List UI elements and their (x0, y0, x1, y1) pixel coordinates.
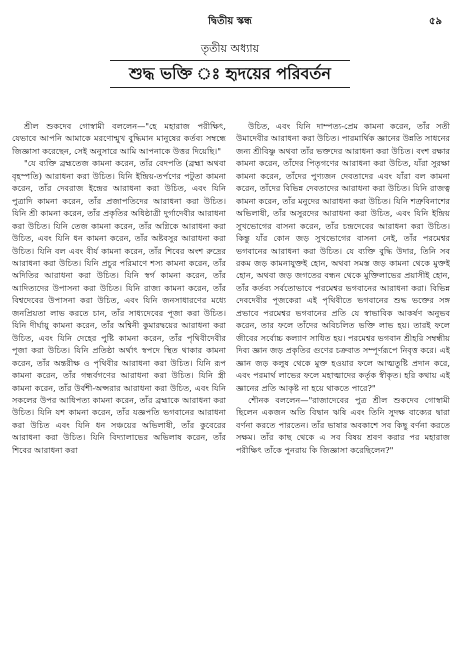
page-header (0, 12, 460, 32)
paragraph: শৌনক বললেন—"রাজাদেবের পুত্র শ্রীল শুকদেব গোস্বামী ছিলেন একজন অতি বিদ্বান ঋষি এবং তিনি সুদক্ষ বাক্যের দ্বারা বর্ণনা করতে পারতেন। তাঁর ভাষার অবকাশে সব কিছু বর্ণনা করতে সক্ষম। তাঁর কাছ থেকে এ সব বিষয় শ্রবণ করার পর মহারাজ পরীক্ষিৎ তাঁকে পুনরায় কি জিজ্ঞাসা করেছিলেন?" (236, 394, 450, 455)
volume-title: দ্বিতীয় স্কন্ধ (208, 16, 252, 27)
chapter-heading: তৃতীয় অধ্যায় (200, 42, 260, 55)
paragraph: শ্রীল শুকদেব গোস্বামী বললেন—"হে মহারাজ পরীক্ষিৎ, যেভাবে আপনি আমাকে মরণোন্মুখ বুদ্ধিমান মানুষের কর্তব্য সম্বন্ধে জিজ্ঞাসা করেছেন, সেই অনুসারে আমি আপনাকে উত্তর দিয়েছি।" (12, 121, 226, 156)
page-title: শুদ্ধ ভক্তি ঃ হৃদয়ের পরিবর্তন (110, 60, 350, 88)
right-text-column (236, 120, 450, 635)
left-text-column (12, 120, 226, 635)
page-number: ৫৯ (429, 16, 442, 27)
paragraph: উচিত, এবং যিনি দাম্পত্য-প্রেম কামনা করেন, তাঁর সতী উমাদেবীর আরাধনা করা উচিত। পারমার্থিক জ্ঞানের উন্নতি সাধনের জন্য শ্রীবিষ্ণু অথবা তাঁর ভক্তদের আরাধনা করা উচিত। বংশ রক্ষার কামনা করেন, তাঁদের পিতৃগণের আরাধনা করা উচিত, যাঁরা সুরক্ষা কামনা করেন, তাঁদের পুণ্যজন দেবতাদের এবং যাঁরা বল কামনা করেন, তাঁদের বিভিন্ন দেবতাদের আরাধনা করা উচিত। যিনি রাজত্ব কামনা করেন, তাঁর মনুদের আরাধনা করা উচিত। যিনি শত্রুবিনাশের অভিলাষী, তাঁর অসুরদের আরাধনা করা উচিত, এবং যিনি ইন্দ্রিয় সুখভোগের বাসনা করেন, তাঁর চন্দ্রদেবের আরাধনা করা উচিত। কিন্তু যাঁর কোন জড় সুখভোগের বাসনা নেই, তাঁর পরমেশ্বর ভগবানের আরাধনা করা উচিত। যে ব্যক্তি বুদ্ধি উদার, তিনি সব রকম জড় কামনাযুক্তই হোন, অথবা সমস্ত জড় কামনা থেকে মুক্তই হোন, অথবা জড় জগতের বন্ধন থেকে মুক্তিলাভের প্রয়াসীই হোন, তাঁর কর্তব্য সর্বতোভাবে পরমেশ্বর ভগবানের আরাধনা করা। বিভিন্ন দেবদেবীর পূজকেরা এই পৃথিবীতে ভগবানের শুদ্ধ ভক্তের সঙ্গ প্রভাবে পরমেশ্বর ভগবানের প্রতি যে স্বাভাবিক আকর্ষণ অনুভব করেন, তার ফলে তাঁদের অবিচলিত ভক্তি লাভ হয়। তারই ফলে জীবের সর্বোচ্চ কল্যাণ সাধিত হয়। পরমেশ্বর ভগবান শ্রীহরি সম্বন্ধীয় দিব্য জ্ঞান জড় প্রকৃতির গুণের চক্রবাত সম্পূর্ণরূপে নিবৃত্ত করে। এই জ্ঞান জড় কলুষ থেকে মুক্ত হওয়ার ফলে আত্মতুষ্টি প্রদান করে, এবং পরমার্থ লাভের ফলে মহাত্মাদের কর্তৃক স্বীকৃত। হরি কথায় এই জ্ঞানের প্রতি আকৃষ্ট না হয়ে থাকতে পারে?" (236, 121, 450, 393)
paragraph: "যে ব্যক্তি ব্রহ্মতেজ কামনা করেন, তাঁর বেদপতি (ব্রহ্মা অথবা বৃহস্পতি) আরাধনা করা উচিত। যিনি ইন্দ্রিয়-তর্পণের পটুতা কামনা করেন, তাঁর দেবরাজ ইন্দ্রের আরাধনা করা উচিত, এবং যিনি পুত্রাদি কামনা করেন, তাঁর প্রজাপতিদের আরাধনা করা উচিত। যিনি শ্রী কামনা করেন, তাঁর প্রকৃতির অধিষ্ঠাত্রী দুর্গাদেবীর আরাধনা করা উচিত। যিনি তেজ কামনা করেন, তাঁর অগ্নিকে আরাধনা করা উচিত, এবং যিনি ধন কামনা করেন, তাঁর অষ্টবসুর আরাধনা করা উচিত। যিনি বল এবং বীর্য কামনা করেন, তাঁর শিবের অংশ রুদ্রের আরাধনা করা উচিত। যিনি প্রচুর পরিমাণে শস্য কামনা করেন, তাঁর অদিতির আরাধনা করা উচিত। যিনি স্বর্গ কামনা করেন, তাঁর আদিত্যদের উপাসনা করা উচিত। যিনি রাজ্য কামনা করেন, তাঁর বিশ্বদেবের উপাসনা করা উচিত, এবং যিনি জনসাধারণের মধ্যে জনপ্রিয়তা লাভ করতে চান, তাঁর সাধ্যদেবের পূজা করা উচিত। যিনি দীর্ঘায়ু কামনা করেন, তাঁর অশ্বিনী কুমারদ্বয়ের আরাধনা করা উচিত, এবং যিনি দেহের পুষ্টি কামনা করেন, তাঁর পৃথিবীদেবীর পূজা করা উচিত। যিনি প্রতিষ্ঠা অর্থাৎ স্বপদে স্থিত থাকার কামনা করেন, তাঁর অন্তরীক্ষ ও পৃথিবীর আরাধনা করা উচিত। যিনি রূপ কামনা করেন, তাঁর গন্ধর্বগণের আরাধনা করা উচিত। যিনি স্ত্রী কামনা করেন, তাঁর উর্বশী-অপ্সরার আরাধনা করা উচিত, এবং যিনি সকলের উপর আধিপত্য কামনা করেন, তাঁর ব্রহ্মাকে আরাধনা করা উচিত। যিনি যশ কামনা করেন, তাঁর যজ্ঞপতি ভগবানের আরাধনা করা উচিত এবং যিনি ধন সঞ্চয়ের অভিলাষী, তাঁর কুবেরের আরাধনা করা উচিত। যিনি বিদ্যালাভের অভিলাষ করেন, তাঁর শিবের আরাধনা করা (12, 158, 226, 455)
